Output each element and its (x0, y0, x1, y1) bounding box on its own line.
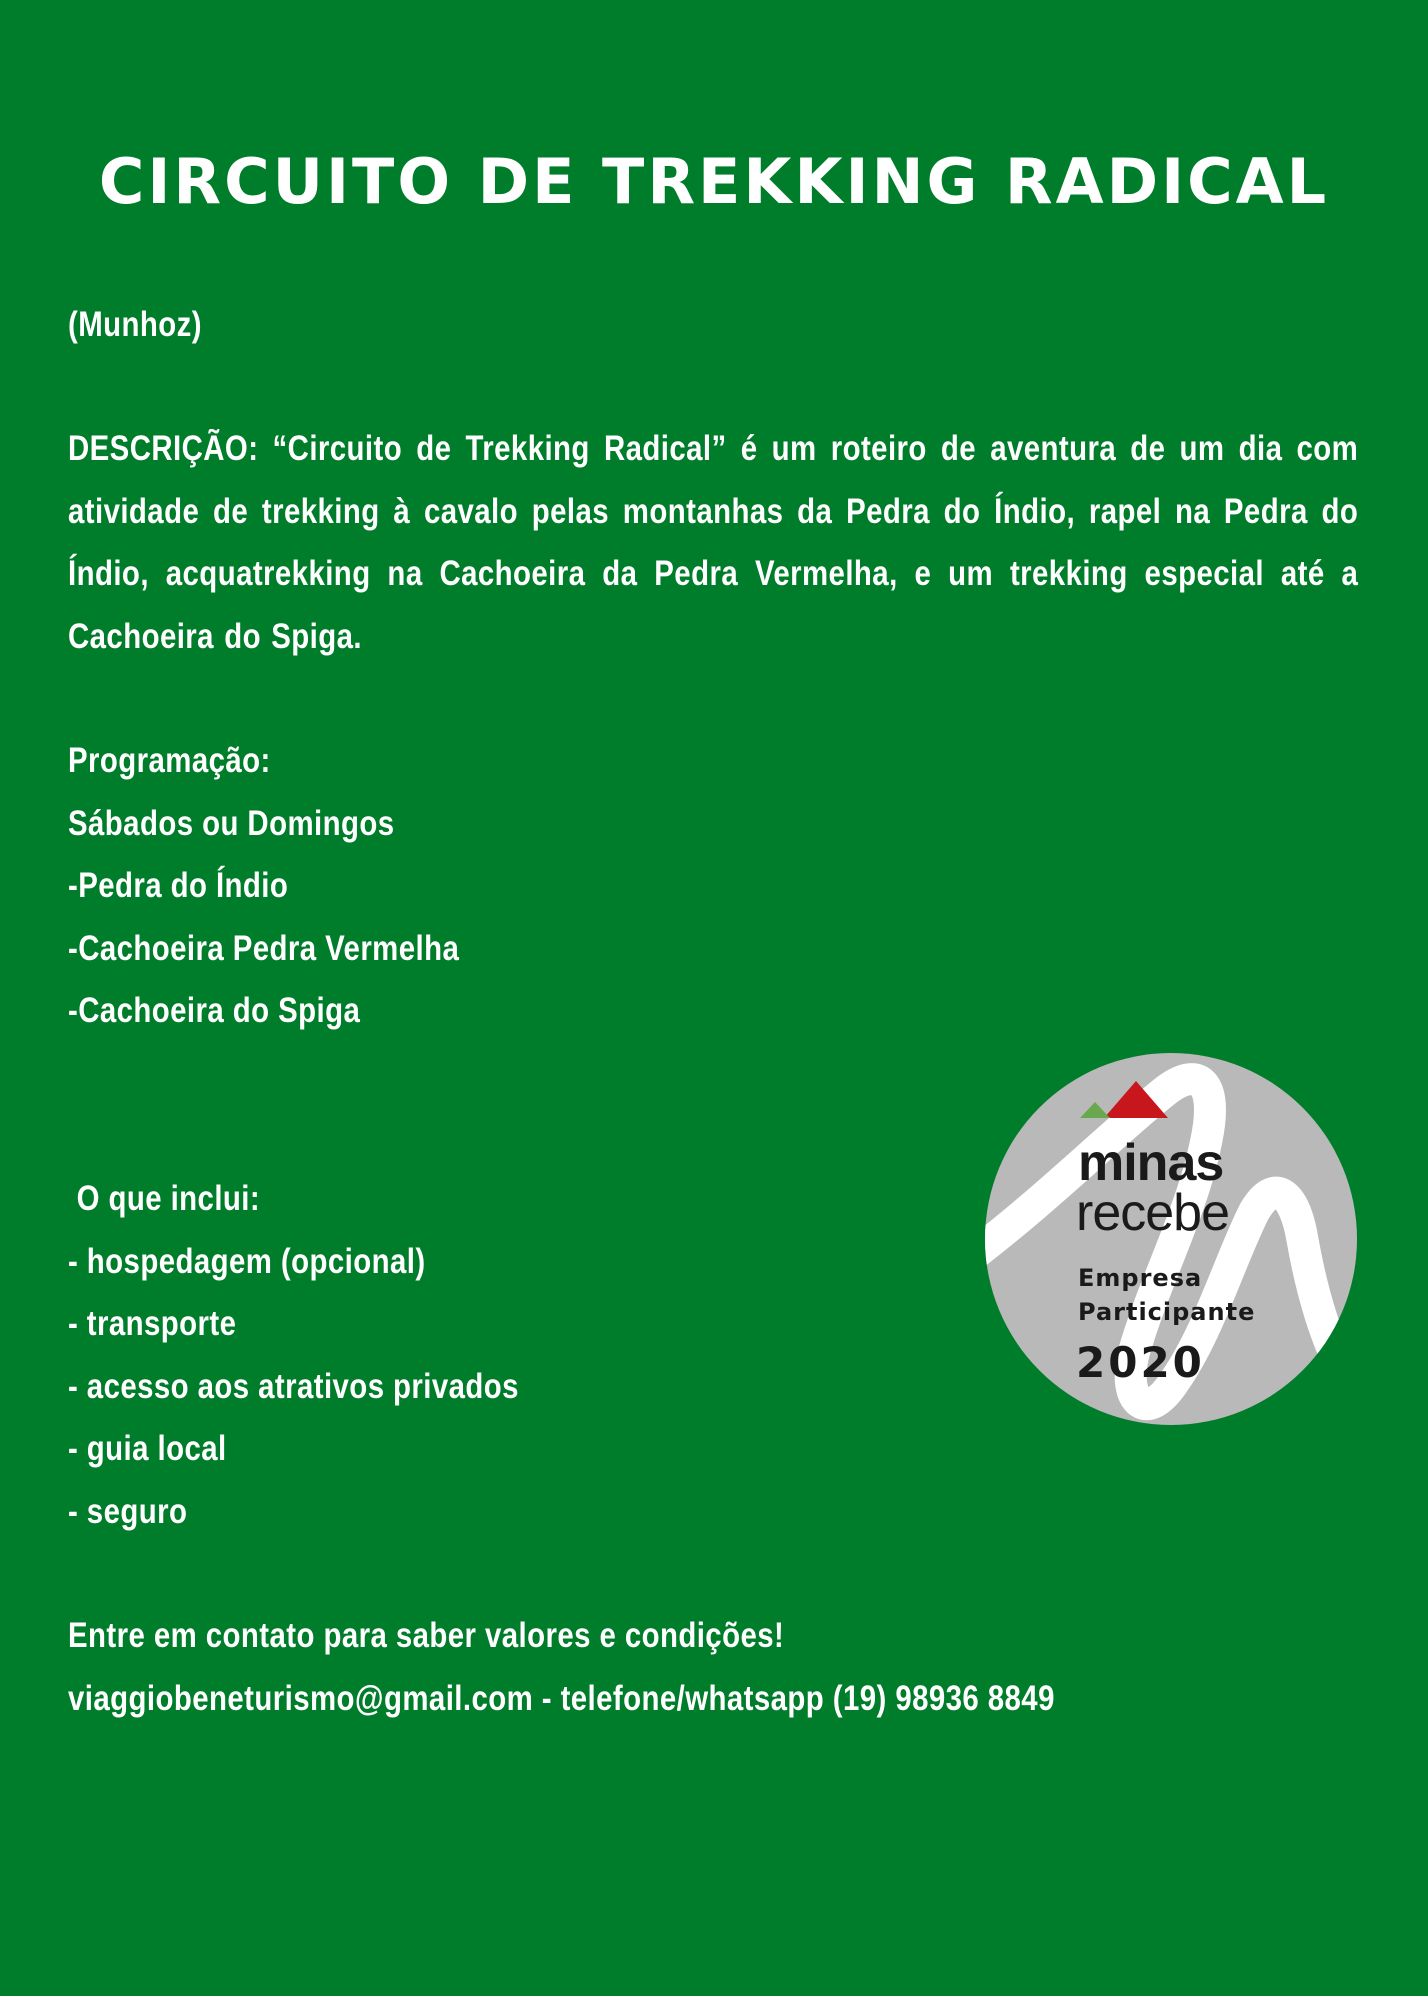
badge-word-recebe: recebe (1076, 1184, 1229, 1242)
includes-heading: O que inclui: (68, 1179, 261, 1218)
includes-item: - guia local (68, 1429, 227, 1468)
contact-section (68, 1605, 1055, 1730)
badge-line-empresa: Empresa (1078, 1264, 1203, 1292)
schedule-item: -Cachoeira Pedra Vermelha (68, 928, 460, 968)
location-subtitle: (Munhoz) (68, 305, 202, 344)
badge-line-participante: Participante (1078, 1298, 1256, 1326)
includes-item: - seguro (68, 1491, 188, 1531)
schedule-heading: Programação: (68, 741, 271, 780)
includes-section (68, 1168, 519, 1543)
badge-word-minas: minas (1078, 1134, 1224, 1192)
contact-details: viaggiobeneturismo@gmail.com - telefone/whatsapp (19) 98936 8849 (68, 1678, 1055, 1718)
contact-cta: Entre em contato para saber valores e condições! (68, 1616, 785, 1655)
schedule-item: -Pedra do Índio (68, 866, 289, 905)
includes-item: - hospedagem (opcional) (68, 1241, 426, 1281)
schedule-item: -Cachoeira do Spiga (68, 991, 361, 1030)
includes-item: - transporte (68, 1304, 237, 1343)
description-paragraph: DESCRIÇÃO: “Circuito de Trekking Radical” é um roteiro de aventura de um dia com atividade de trekking à cavalo pelas montanhas da Pedra do Índio, rapel na Pedra do Índio, acquatrekking na Cachoeira da Pedra Vermelha, e um trekking especial até a Cachoeira do Spiga. (68, 429, 1359, 656)
flyer-title: CIRCUITO DE TREKKING RADICAL (98, 145, 1330, 218)
includes-item: - acesso aos atrativos privados (68, 1366, 519, 1406)
minas-recebe-badge (984, 1052, 1358, 1426)
schedule-section (68, 730, 459, 1043)
schedule-days: Sábados ou Domingos (68, 803, 395, 843)
badge-year: 2020 (1076, 1338, 1205, 1387)
